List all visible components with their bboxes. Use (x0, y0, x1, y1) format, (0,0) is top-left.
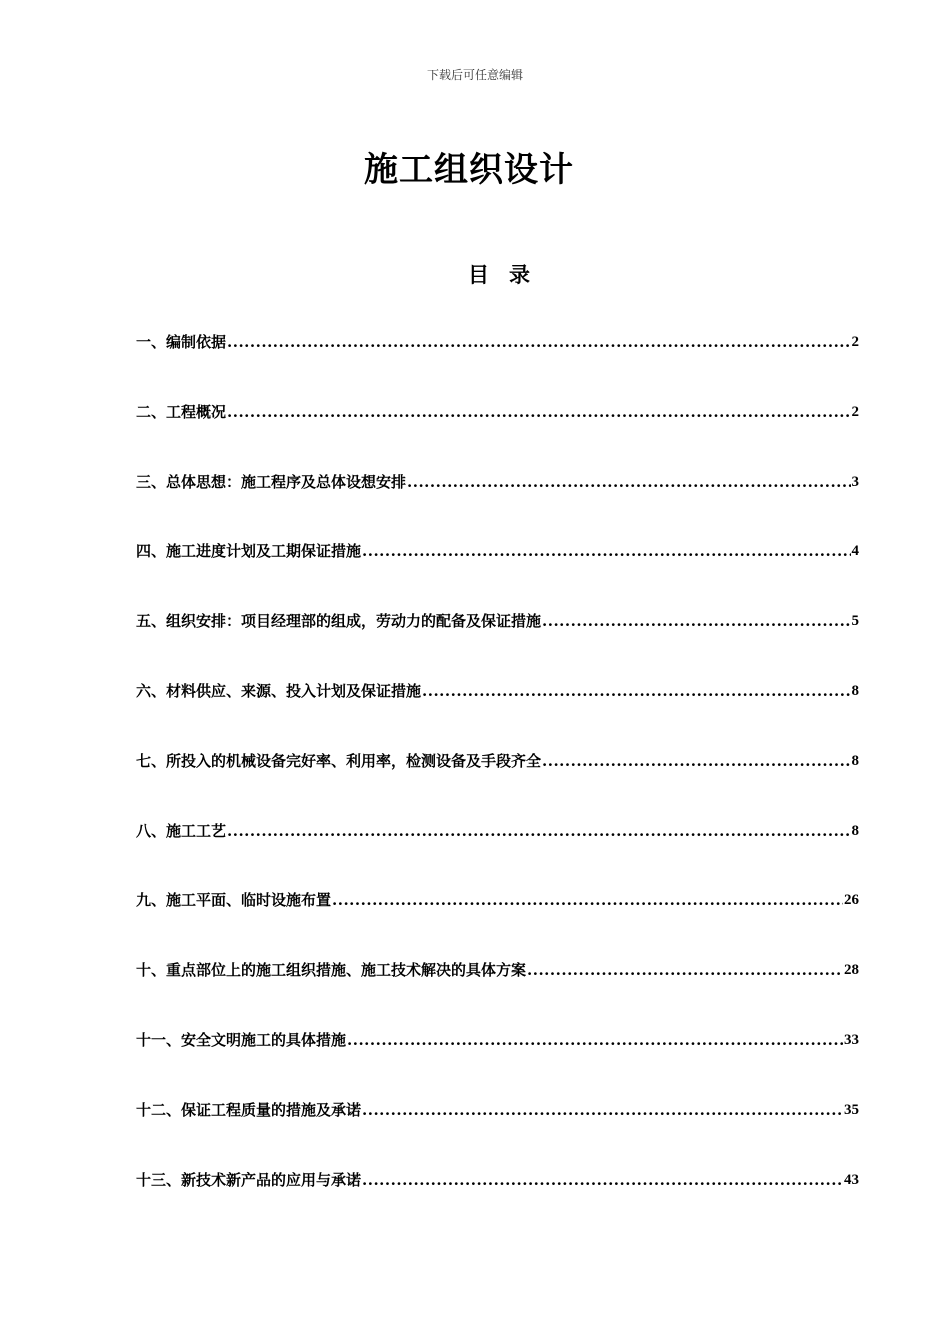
toc-entry-label: 九、施工平面、临时设施布置 (136, 891, 332, 910)
toc-entry-label: 十二、保证工程质量的措施及承诺 (136, 1100, 362, 1119)
toc-leader-dots (332, 889, 843, 911)
toc-entry-page: 43 (844, 1171, 859, 1188)
toc-entry-page: 5 (851, 613, 859, 630)
header-note: 下载后可任意编辑 (426, 68, 523, 82)
toc-entry[interactable] (136, 471, 859, 541)
toc-entry-label: 十一、安全文明施工的具体措施 (136, 1030, 347, 1049)
toc-entry-page: 35 (844, 1101, 859, 1118)
toc-entry-label: 五、组织安排：项目经理部的组成，劳动力的配备及保证措施 (136, 612, 542, 631)
toc-entry-label: 八、施工工艺 (136, 821, 227, 840)
toc-entry[interactable] (136, 750, 859, 820)
toc-leader-dots (542, 750, 850, 772)
toc-entry[interactable] (136, 331, 859, 401)
toc-entry[interactable] (136, 540, 859, 610)
toc-entry[interactable] (136, 889, 859, 959)
toc-entry[interactable] (136, 680, 859, 750)
toc-leader-dots (422, 680, 850, 702)
toc-leader-dots (362, 1169, 843, 1191)
toc-entry[interactable] (136, 959, 859, 1029)
toc-leader-dots (362, 540, 850, 562)
toc-leader-dots (362, 1099, 843, 1121)
toc-entry-label: 六、材料供应、来源、投入计划及保证措施 (136, 681, 422, 700)
toc-entry-label: 十三、新技术新产品的应用与承诺 (136, 1170, 362, 1189)
toc-heading (0, 259, 950, 289)
toc-leader-dots (227, 401, 850, 423)
toc-entry-page: 8 (851, 822, 859, 839)
toc-entry-page: 28 (844, 962, 859, 979)
toc-entry[interactable] (136, 1029, 859, 1099)
toc-entry-label: 一、编制依据 (136, 333, 227, 351)
toc-entry-label: 三、总体思想：施工程序及总体设想安排 (136, 472, 407, 491)
toc-entry-page: 4 (851, 543, 859, 560)
toc-entry-label: 七、所投入的机械设备完好率、利用率，检测设备及手段齐全 (136, 751, 542, 770)
toc-leader-dots (527, 959, 843, 981)
table-of-contents (136, 331, 859, 1238)
toc-entry[interactable] (136, 401, 859, 471)
toc-entry-label: 二、工程概况 (136, 402, 227, 421)
toc-entry[interactable] (136, 1169, 859, 1239)
toc-entry-page: 8 (851, 752, 859, 769)
toc-entry-page: 8 (851, 682, 859, 699)
toc-entry-page: 3 (851, 473, 859, 490)
toc-entry[interactable] (136, 820, 859, 890)
toc-leader-dots (347, 1029, 843, 1051)
toc-entry-label: 四、施工进度计划及工期保证措施 (136, 542, 362, 561)
toc-leader-dots (227, 820, 850, 842)
toc-heading-char-2: 录 (509, 262, 530, 287)
toc-heading-char-1: 目 (468, 262, 489, 287)
toc-entry-page: 33 (844, 1031, 859, 1048)
toc-leader-dots (542, 610, 850, 632)
toc-entry-page: 2 (851, 334, 859, 350)
toc-entry-label: 十、重点部位上的施工组织措施、施工技术解决的具体方案 (136, 961, 527, 980)
toc-leader-dots (407, 471, 850, 493)
toc-entry[interactable] (136, 610, 859, 680)
toc-entry-page: 2 (851, 403, 859, 420)
toc-leader-dots (227, 331, 850, 353)
document-title: 施工组织设计 (364, 150, 574, 190)
toc-entry-page: 26 (844, 892, 859, 909)
toc-entry[interactable] (136, 1099, 859, 1169)
